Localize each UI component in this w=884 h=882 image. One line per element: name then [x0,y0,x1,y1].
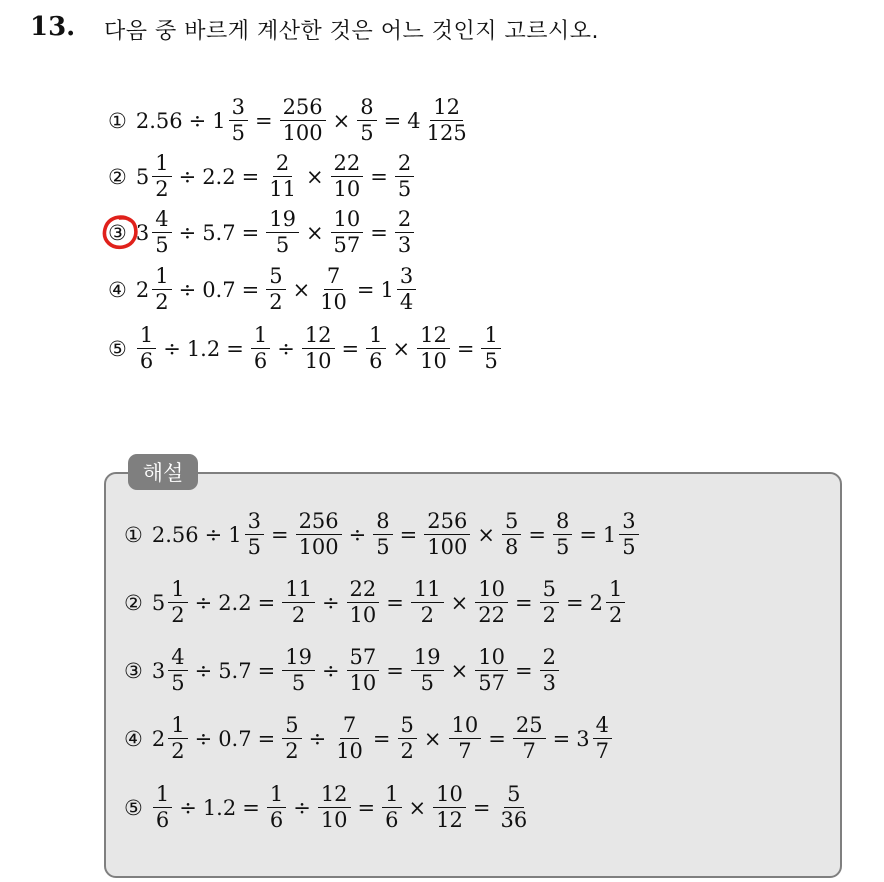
denominator: 5 [420,671,434,696]
number: 1.2 [186,336,221,361]
fraction [267,783,286,832]
denominator: 5 [231,121,245,146]
fraction [266,265,285,314]
numerator: 2 [273,152,292,177]
operator: = [565,590,584,615]
denominator: 100 [427,535,468,560]
numerator: 10 [433,783,466,808]
numerator: 3 [229,96,248,121]
denominator: 2 [420,603,434,628]
fraction [331,208,364,257]
number: 1 [380,277,394,302]
operator: = [552,726,571,751]
fraction [347,646,380,695]
fraction [606,578,625,627]
numerator: 7 [324,265,343,290]
numerator: 256 [296,510,342,535]
numerator: 12 [302,324,335,349]
numerator: 25 [513,714,546,739]
fraction [280,96,326,145]
fraction [373,510,392,559]
numerator: 19 [411,646,444,671]
number: 3 [576,726,590,751]
choice-marker: ② [124,590,143,615]
denominator: 6 [155,808,170,833]
number: 2.56 [151,522,199,547]
fraction [398,714,417,763]
numerator: 7 [340,714,359,739]
numerator: 22 [347,578,380,603]
denominator: 5 [622,535,636,560]
numerator: 10 [331,208,364,233]
numerator: 19 [282,646,315,671]
fraction [357,96,376,145]
operator: = [514,658,533,683]
operator: × [477,522,495,547]
number: 5.7 [218,658,252,683]
denominator: 6 [253,349,268,374]
operator: = [341,336,360,361]
fraction [282,578,315,627]
option-3[interactable] [108,208,416,257]
denominator: 2 [155,290,169,315]
denominator: 6 [139,349,154,374]
numerator: 1 [137,324,156,349]
operator: × [423,726,442,751]
operator: = [357,795,376,820]
operator: = [241,277,260,302]
numerator: 1 [168,714,187,739]
fraction [347,578,380,627]
denominator: 57 [478,671,505,696]
operator: ÷ [194,726,213,751]
denominator: 2 [608,603,623,628]
operator: ÷ [178,220,197,245]
choice-marker: ④ [108,277,127,302]
fraction [397,265,416,314]
fraction [168,646,187,695]
numerator: 2 [395,152,414,177]
fraction [540,578,559,627]
denominator: 7 [595,739,609,764]
operator: ÷ [188,108,207,133]
denominator: 2 [542,603,556,628]
fraction [333,714,366,763]
fraction [318,783,351,832]
operator: = [383,108,402,133]
choice-marker: ② [108,164,127,189]
denominator: 5 [275,233,290,258]
number: 1 [212,108,226,133]
fraction [449,714,482,763]
denominator: 2 [285,739,299,764]
numerator: 1 [251,324,270,349]
fraction [317,265,350,314]
operator: × [392,336,411,361]
fraction [137,324,156,373]
explanation-line-2 [124,578,627,627]
denominator: 6 [369,349,383,374]
operator: = [270,522,289,547]
denominator: 10 [349,671,377,696]
operator: = [226,336,244,361]
numerator: 57 [347,646,380,671]
number: 5 [151,590,166,615]
number: 2 [151,726,166,751]
operator: × [408,795,427,820]
numerator: 5 [504,783,523,808]
explanation-line-5 [124,783,532,832]
operator: = [370,164,388,189]
denominator: 5 [155,233,169,258]
operator: × [332,108,351,133]
question-number: 13. [30,12,76,42]
explanation-label: 해설 [128,454,198,490]
fraction [395,208,414,257]
fraction [152,265,171,314]
numerator: 12 [430,96,463,121]
operator: ÷ [194,590,213,615]
operator: × [450,590,469,615]
denominator: 5 [171,671,185,696]
number: 2.56 [135,108,183,133]
denominator: 3 [397,233,412,258]
denominator: 4 [399,290,414,315]
denominator: 7 [458,739,472,764]
fraction [331,152,364,201]
denominator: 10 [336,739,363,764]
numerator: 10 [475,646,508,671]
denominator: 5 [484,349,498,374]
number: 5 [135,164,150,189]
fraction [395,152,414,201]
numerator: 12 [417,324,450,349]
fraction [502,510,521,559]
denominator: 10 [304,349,332,374]
operator: = [257,658,276,683]
denominator: 5 [376,535,390,560]
operator: = [514,590,533,615]
operator: × [305,220,324,245]
denominator: 11 [269,177,296,202]
explanation-line-4 [124,714,614,763]
fraction [619,510,638,559]
operator: = [472,795,491,820]
operator: = [528,522,546,547]
numerator: 3 [619,510,638,535]
numerator: 1 [382,783,401,808]
numerator: 3 [245,510,264,535]
operator: = [241,220,260,245]
option-5[interactable] [108,324,503,373]
numerator: 256 [424,510,470,535]
numerator: 1 [152,265,171,290]
fraction [152,152,171,201]
operator: = [372,726,391,751]
operator: = [241,164,260,189]
operator: ÷ [321,590,340,615]
option-4[interactable] [108,265,418,314]
numerator: 1 [168,578,187,603]
operator: = [242,795,260,820]
operator: ÷ [204,522,223,547]
denominator: 10 [420,349,447,374]
number: 5.7 [202,220,236,245]
fraction [540,646,559,695]
explanation-line-1 [124,510,641,559]
numerator: 5 [502,510,521,535]
fraction [593,714,612,763]
operator: ÷ [321,658,340,683]
numerator: 5 [398,714,417,739]
number: 0.7 [218,726,252,751]
choice-marker: ① [124,522,143,547]
fraction [382,783,401,832]
numerator: 12 [318,783,351,808]
operator: ÷ [348,522,367,547]
numerator: 11 [411,578,444,603]
numerator: 1 [606,578,625,603]
fraction [417,324,450,373]
operator: = [257,726,276,751]
fraction [282,646,315,695]
choice-marker: ⑤ [124,795,143,820]
fraction [153,783,172,832]
denominator: 10 [349,603,377,628]
answer-circle-mark [100,212,140,252]
numerator: 10 [449,714,482,739]
fraction [302,324,335,373]
operator: ÷ [178,164,197,189]
operator: ÷ [194,658,213,683]
operator: = [488,726,506,751]
numerator: 8 [553,510,572,535]
operator: = [579,522,597,547]
choice-marker: ⑤ [108,336,127,361]
denominator: 10 [320,808,348,833]
number: 2 [135,277,150,302]
question-text: 다음 중 바르게 계산한 것은 어느 것인지 고르시오. [104,19,599,44]
numerator: 1 [481,324,500,349]
fraction [513,714,546,763]
option-1[interactable] [108,96,472,145]
fraction [424,510,470,559]
number: 3 [135,220,150,245]
numerator: 8 [373,510,392,535]
numerator: 10 [475,578,508,603]
fraction [251,324,270,373]
operator: = [386,590,404,615]
operator: × [450,658,469,683]
fraction [282,714,301,763]
denominator: 6 [269,808,284,833]
operator: ÷ [293,795,311,820]
number: 3 [151,658,166,683]
numerator: 2 [540,646,559,671]
numerator: 19 [266,208,299,233]
operator: = [456,336,475,361]
number: 1.2 [202,795,237,820]
denominator: 57 [333,233,361,258]
denominator: 2 [291,603,306,628]
operator: ÷ [178,277,197,302]
fraction [411,578,444,627]
fraction [553,510,572,559]
numerator: 4 [593,714,612,739]
numerator: 256 [280,96,326,121]
fraction [266,208,299,257]
choice-marker: ③ [108,220,127,245]
option-2[interactable] [108,152,416,201]
fraction [296,510,342,559]
number: 2.2 [218,590,252,615]
denominator: 5 [555,535,570,560]
numerator: 2 [395,208,414,233]
numerator: 11 [282,578,315,603]
operator: ÷ [308,726,327,751]
operator: × [305,164,324,189]
choice-marker: ① [108,108,127,133]
fraction [266,152,299,201]
number: 4 [407,108,421,133]
choice-marker: ④ [124,726,143,751]
numerator: 1 [267,783,286,808]
number: 1 [602,522,617,547]
number: 0.7 [202,277,236,302]
denominator: 22 [478,603,505,628]
operator: ÷ [179,795,197,820]
denominator: 5 [247,535,261,560]
operator: = [386,658,404,683]
denominator: 2 [171,603,185,628]
numerator: 5 [282,714,301,739]
number: 2.2 [202,164,236,189]
numerator: 8 [357,96,376,121]
denominator: 2 [155,177,169,202]
operator: ÷ [277,336,295,361]
fraction [481,324,500,373]
numerator: 4 [152,208,171,233]
denominator: 2 [171,739,185,764]
numerator: 5 [266,265,285,290]
number: 2 [589,590,603,615]
fraction [497,783,530,832]
operator: = [356,277,375,302]
operator: = [257,590,276,615]
denominator: 8 [504,535,519,560]
explanation-line-3 [124,646,561,695]
operator: = [370,220,388,245]
numerator: 4 [168,646,187,671]
denominator: 5 [291,671,306,696]
number: 1 [228,522,242,547]
fraction [475,578,508,627]
operator: ÷ [163,336,181,361]
fraction [168,578,187,627]
denominator: 100 [282,121,323,146]
denominator: 5 [360,121,374,146]
denominator: 36 [500,808,528,833]
denominator: 10 [333,177,361,202]
fraction [424,96,470,145]
operator: × [292,277,311,302]
numerator: 1 [366,324,385,349]
denominator: 7 [522,739,536,764]
denominator: 10 [320,290,347,315]
fraction [366,324,385,373]
denominator: 6 [385,808,399,833]
numerator: 1 [152,152,171,177]
choice-marker: ③ [124,658,143,683]
fraction [245,510,264,559]
denominator: 2 [400,739,414,764]
denominator: 125 [426,121,467,146]
denominator: 3 [542,671,556,696]
fraction [229,96,248,145]
denominator: 12 [436,808,463,833]
denominator: 5 [397,177,412,202]
fraction [168,714,187,763]
fraction [475,646,508,695]
numerator: 3 [397,265,416,290]
denominator: 100 [298,535,339,560]
numerator: 22 [331,152,364,177]
operator: = [399,522,418,547]
denominator: 2 [269,290,283,315]
fraction [411,646,444,695]
operator: = [254,108,273,133]
fraction [433,783,466,832]
numerator: 5 [540,578,559,603]
fraction [152,208,171,257]
numerator: 1 [153,783,172,808]
